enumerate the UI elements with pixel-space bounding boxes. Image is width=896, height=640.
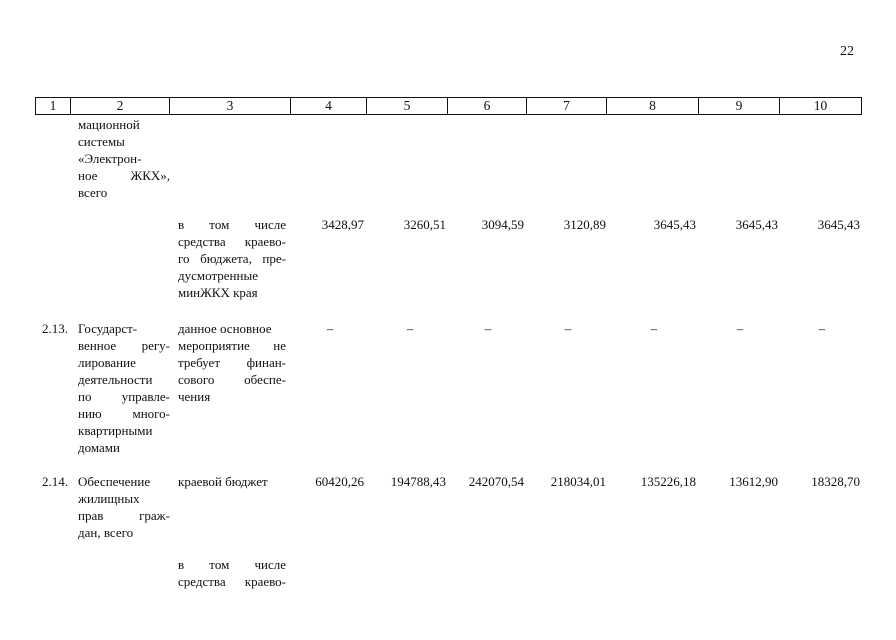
value-col5: –: [406, 321, 414, 336]
header-cell-9: 9: [698, 97, 779, 115]
header-cell-5: 5: [366, 97, 447, 115]
value-col9: 3645,43: [735, 217, 778, 232]
value-col5: 194788,43: [390, 474, 446, 489]
row-213-name: [78, 320, 170, 456]
name-line: мационной: [78, 117, 140, 132]
header-cell-8: 8: [606, 97, 698, 115]
header-cell-2: 2: [70, 97, 169, 115]
value-col8: –: [650, 321, 658, 336]
name-line: по управле-: [78, 389, 170, 404]
source-line: сового обеспе-: [178, 372, 286, 387]
row-number: 2.14.: [42, 474, 68, 489]
source-line: средства краево-: [178, 234, 286, 249]
name-line: всего: [78, 185, 108, 200]
value-col7: 218034,01: [550, 474, 606, 489]
row-213-source: [178, 320, 286, 405]
header-cell-10: 10: [779, 97, 862, 115]
name-line: лирование: [78, 355, 136, 370]
value-col6: –: [484, 321, 492, 336]
row-212-sub-source: [178, 216, 286, 301]
value-col7: 3120,89: [563, 217, 606, 232]
name-line: дан, всего: [78, 525, 134, 540]
source-line: в том числе: [178, 217, 286, 232]
value-col4: 60420,26: [315, 474, 364, 489]
value-col4: –: [326, 321, 334, 336]
header-cell-6: 6: [447, 97, 526, 115]
name-line: квартирными: [78, 423, 153, 438]
value-col10: –: [818, 321, 826, 336]
source-line: минЖКХ края: [178, 285, 258, 300]
name-line: деятельности: [78, 372, 153, 387]
source-line: мероприятие не: [178, 338, 286, 353]
name-line: домами: [78, 440, 120, 455]
value-col6: 3094,59: [481, 217, 524, 232]
name-line: Государст-: [78, 321, 138, 336]
source-line: краевой бюджет: [178, 474, 268, 489]
row-214-name: [78, 473, 170, 541]
name-line: прав граж-: [78, 508, 170, 523]
header-cell-7: 7: [526, 97, 606, 115]
header-cell-4: 4: [290, 97, 366, 115]
source-line: в том числе: [178, 557, 286, 572]
value-col5: 3260,51: [403, 217, 446, 232]
value-col8: 3645,43: [653, 217, 696, 232]
header-cell-1: 1: [35, 97, 70, 115]
page-number: 22: [840, 44, 854, 59]
value-col10: 3645,43: [817, 217, 860, 232]
source-line: го бюджета, пре-: [178, 251, 286, 266]
value-col6: 242070,54: [468, 474, 524, 489]
continuation-name: [78, 116, 170, 201]
value-col4: 3428,97: [321, 217, 364, 232]
name-line: системы: [78, 134, 125, 149]
source-line: средства краево-: [178, 574, 286, 589]
value-col9: –: [736, 321, 744, 336]
name-line: венное регу-: [78, 338, 170, 353]
source-line: данное основное: [178, 321, 272, 336]
row-214-sub-source: [178, 556, 286, 590]
value-col9: 13612,90: [729, 474, 778, 489]
value-col8: 135226,18: [640, 474, 696, 489]
row-214-source: [178, 473, 286, 490]
value-col7: –: [564, 321, 572, 336]
value-col10: 18328,70: [811, 474, 860, 489]
name-line: Обеспечение: [78, 474, 151, 489]
name-line: «Электрон-: [78, 151, 142, 166]
name-line: нию много-: [78, 406, 170, 421]
header-cell-3: 3: [169, 97, 290, 115]
name-line: жилищных: [78, 491, 140, 506]
source-line: чения: [178, 389, 211, 404]
source-line: дусмотренные: [178, 268, 258, 283]
source-line: требует финан-: [178, 355, 286, 370]
row-number: 2.13.: [42, 321, 68, 336]
name-line: ное ЖКХ»,: [78, 168, 170, 183]
